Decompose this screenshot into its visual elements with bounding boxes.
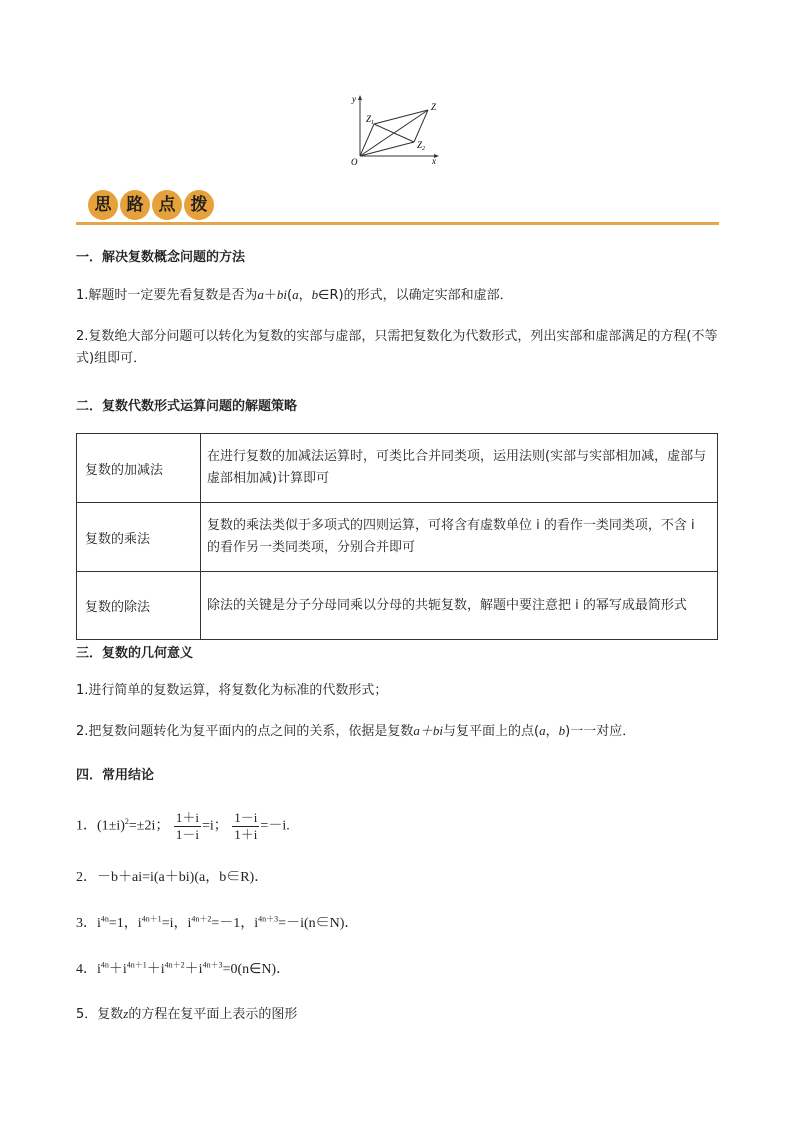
strategy-table [76, 433, 718, 640]
section2-heading: 二．复数代数形式运算问题的解题策略 [76, 399, 298, 414]
table-row [77, 503, 718, 572]
section3-paragraph-2: 2.把复数问题转化为复平面内的点之间的关系，依据是复数a＋bi与复平面上的点(a，b)一一对应． [76, 723, 636, 739]
table-row-key: 复数的除法 [77, 572, 201, 640]
z2-label: $Z_2$ [417, 140, 426, 152]
origin-label: O [351, 157, 358, 166]
table-row [77, 572, 718, 640]
table-row [77, 434, 718, 503]
banner-char-4: 拨 [184, 190, 214, 220]
section1-paragraph-1: 1.解题时一定要先看复数是否为a＋bi(a，b∈R)的形式，以确定实部和虚部． [76, 287, 513, 303]
conclusion-5: 5．复数z的方程在复平面上表示的图形 [76, 1006, 298, 1022]
section4-heading: 四．常用结论 [76, 768, 155, 783]
conclusion-4: 4．$i^{4n}+i^{4n+1}+i^{4n+2}+i^{4n+3}=0(n\in N)$． [76, 960, 291, 977]
banner-rule [76, 222, 719, 225]
y-label: y [352, 94, 356, 104]
x-label: x [432, 156, 436, 166]
z-label: Z [431, 102, 437, 112]
table-row-value: 复数的乘法类似于多项式的四则运算，可将含有虚数单位 i 的看作一类同类项，不含 i 的看作另一类同类项，分别合并即可 [201, 503, 718, 572]
conclusion-2: 2．－b＋ai=i(a＋bi)(a，b∈R)． [76, 870, 269, 885]
table-row-value: 在进行复数的加减法运算时，可类比合并同类项，运用法则(实部与实部相加减，虚部与虚部相加减)计算即可 [201, 434, 718, 503]
table-row-value: 除法的关键是分子分母同乘以分母的共轭复数，解题中要注意把 i 的幂写成最简形式 [201, 572, 718, 640]
section1-heading: 一．解决复数概念问题的方法 [76, 250, 246, 265]
banner-char-3: 点 [152, 190, 182, 220]
table-row-key: 复数的乘法 [77, 503, 201, 572]
diagonal-z1z2 [374, 124, 414, 142]
banner-char-2: 路 [120, 190, 150, 220]
section1-paragraph-2: 2.复数绝大部分问题可以转化为复数的实部与虚部，只需把复数化为代数形式，列出实部和虚部满足的方程(不等式)组即可． [76, 329, 718, 366]
conclusion-1: 1．$(1\pm i)^2=\pm 2i$； $\frac{1+i}{1-i}$ =i； $\frac{1-i}{1+i}$ =－i. [76, 809, 290, 842]
section3-heading: 三．复数的几何意义 [76, 646, 194, 661]
z1-label: $Z_1$ [366, 114, 375, 126]
banner-char-1: 思 [88, 190, 118, 220]
complex-plane-figure [348, 92, 444, 166]
segment-z1z [374, 110, 428, 124]
y-axis-arrow [358, 95, 362, 100]
section3-paragraph-1: 1.进行简单的复数运算，将复数化为标准的代数形式； [76, 683, 388, 698]
fraction-1: $\frac{1+i}{1-i}$ [175, 809, 199, 842]
table-row-key: 复数的加减法 [77, 434, 201, 503]
segment-oz2 [360, 142, 414, 156]
conclusion-3: 3．$i^{4n}=1$，$i^{4n+1}=i$，$i^{4n+2}=-1$，$i^{4n+3}=-i(n\in N)$． [76, 914, 359, 931]
fraction-2: $\frac{1-i}{1+i}$ [234, 809, 258, 842]
